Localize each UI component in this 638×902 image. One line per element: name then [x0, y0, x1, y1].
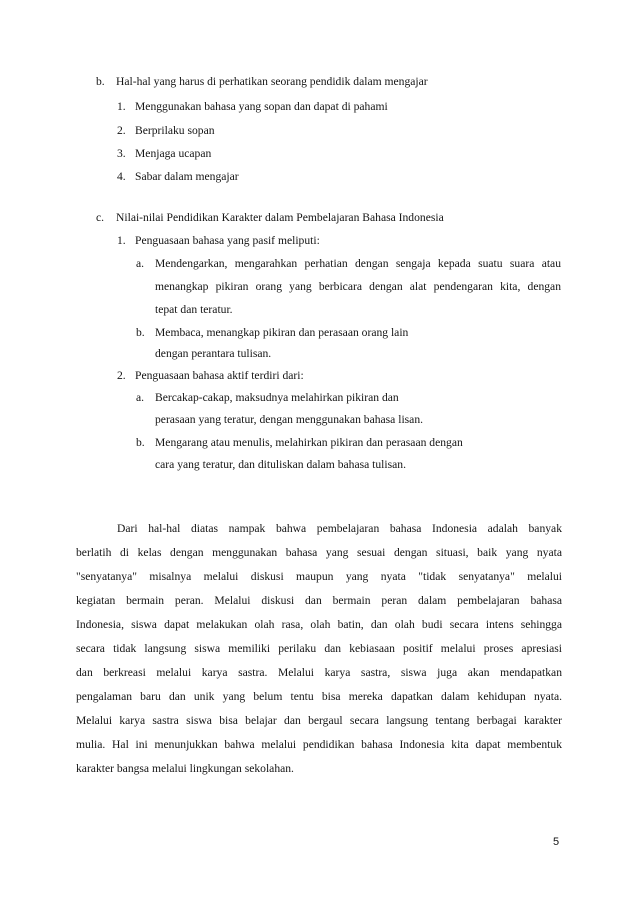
list-item-marker: 1.: [117, 234, 126, 247]
list-item: Menjaga ucapan: [135, 147, 212, 160]
paragraph-line: Melalui karya sastra siswa bisa belajar dan bergaul secara langsung tentang berbagai karakter: [76, 714, 562, 727]
paragraph-line: Dari hal-hal diatas nampak bahwa pembelajaran bahasa Indonesia adalah banyak: [117, 522, 562, 535]
paragraph-line: berlatih di kelas dengan menggunakan bahasa yang sesuai dengan situasi, baik yang nyata: [76, 546, 562, 559]
section-b-marker: b.: [96, 75, 105, 88]
list-item-marker: 2.: [117, 369, 126, 382]
list-item-passive-language: Penguasaan bahasa yang pasif meliputi:: [135, 234, 320, 247]
section-c-title: Nilai-nilai Pendidikan Karakter dalam Pembelajaran Bahasa Indonesia: [116, 211, 444, 224]
list-item: Berprilaku sopan: [135, 124, 215, 137]
sub-item-marker: b.: [136, 436, 145, 449]
sub-item-marker: a.: [136, 391, 145, 404]
section-c-marker: c.: [96, 211, 105, 224]
list-item-marker: 4.: [117, 170, 126, 183]
paragraph-line: kegiatan bermain peran. Melalui diskusi dan bermain peran dalam pembelajaran bahasa: [76, 594, 562, 607]
sub-item-line: Mengarang atau menulis, melahirkan pikiran dan perasaan dengan: [155, 436, 463, 449]
sub-item-line: dengan perantara tulisan.: [155, 347, 272, 360]
sub-item-line: tepat dan teratur.: [155, 303, 233, 316]
paragraph-line: mulia. Hal ini menunjukkan bahwa melalui pendidikan bahasa Indonesia kita dapat membentuk: [76, 738, 562, 751]
sub-item-line: cara yang teratur, dan dituliskan dalam bahasa tulisan.: [155, 458, 406, 471]
paragraph-line: karakter bangsa melalui lingkungan sekolahan.: [76, 762, 294, 775]
list-item-active-language: Penguasaan bahasa aktif terdiri dari:: [135, 369, 304, 382]
page-number: 5: [553, 836, 560, 848]
paragraph-line: pengalaman baru dan unik yang belum tentu bisa mereka dapatkan dalam kehidupan nyata.: [76, 690, 562, 703]
sub-item-line: menangkap pikiran orang yang berbicara dengan alat pendengaran kita, dengan: [155, 280, 561, 293]
sub-item-line: perasaan yang teratur, dengan menggunakan bahasa lisan.: [155, 413, 424, 426]
sub-item-marker: a.: [136, 257, 145, 270]
list-item: Menggunakan bahasa yang sopan dan dapat di pahami: [135, 100, 388, 113]
list-item: Sabar dalam mengajar: [135, 170, 239, 183]
paragraph-line: Indonesia, siswa dapat melakukan olah rasa, olah batin, dan olah budi secara intens sehingga: [76, 618, 562, 631]
sub-item-line: Bercakap-cakap, maksudnya melahirkan pikiran dan: [155, 391, 399, 404]
paragraph-line: secara tidak langsung siswa memiliki perilaku dan kebiasaan positif melalui proses apresiasi: [76, 642, 562, 655]
list-item-marker: 2.: [117, 124, 126, 137]
list-item-marker: 3.: [117, 147, 126, 160]
section-b-title: Hal-hal yang harus di perhatikan seorang pendidik dalam mengajar: [116, 75, 428, 88]
paragraph-line: dan berkreasi melalui karya sastra. Melalui karya sastra, siswa juga akan mendapatkan: [76, 666, 562, 679]
sub-item-line: Mendengarkan, mengarahkan perhatian dengan sengaja kepada suatu suara atau: [155, 257, 561, 270]
paragraph-line: "senyatanya" misalnya melalui diskusi maupun yang nyata "tidak senyatanya" melalui: [76, 570, 562, 583]
list-item-marker: 1.: [117, 100, 126, 113]
sub-item-marker: b.: [136, 326, 145, 339]
sub-item-line: Membaca, menangkap pikiran dan perasaan orang lain: [155, 326, 409, 339]
